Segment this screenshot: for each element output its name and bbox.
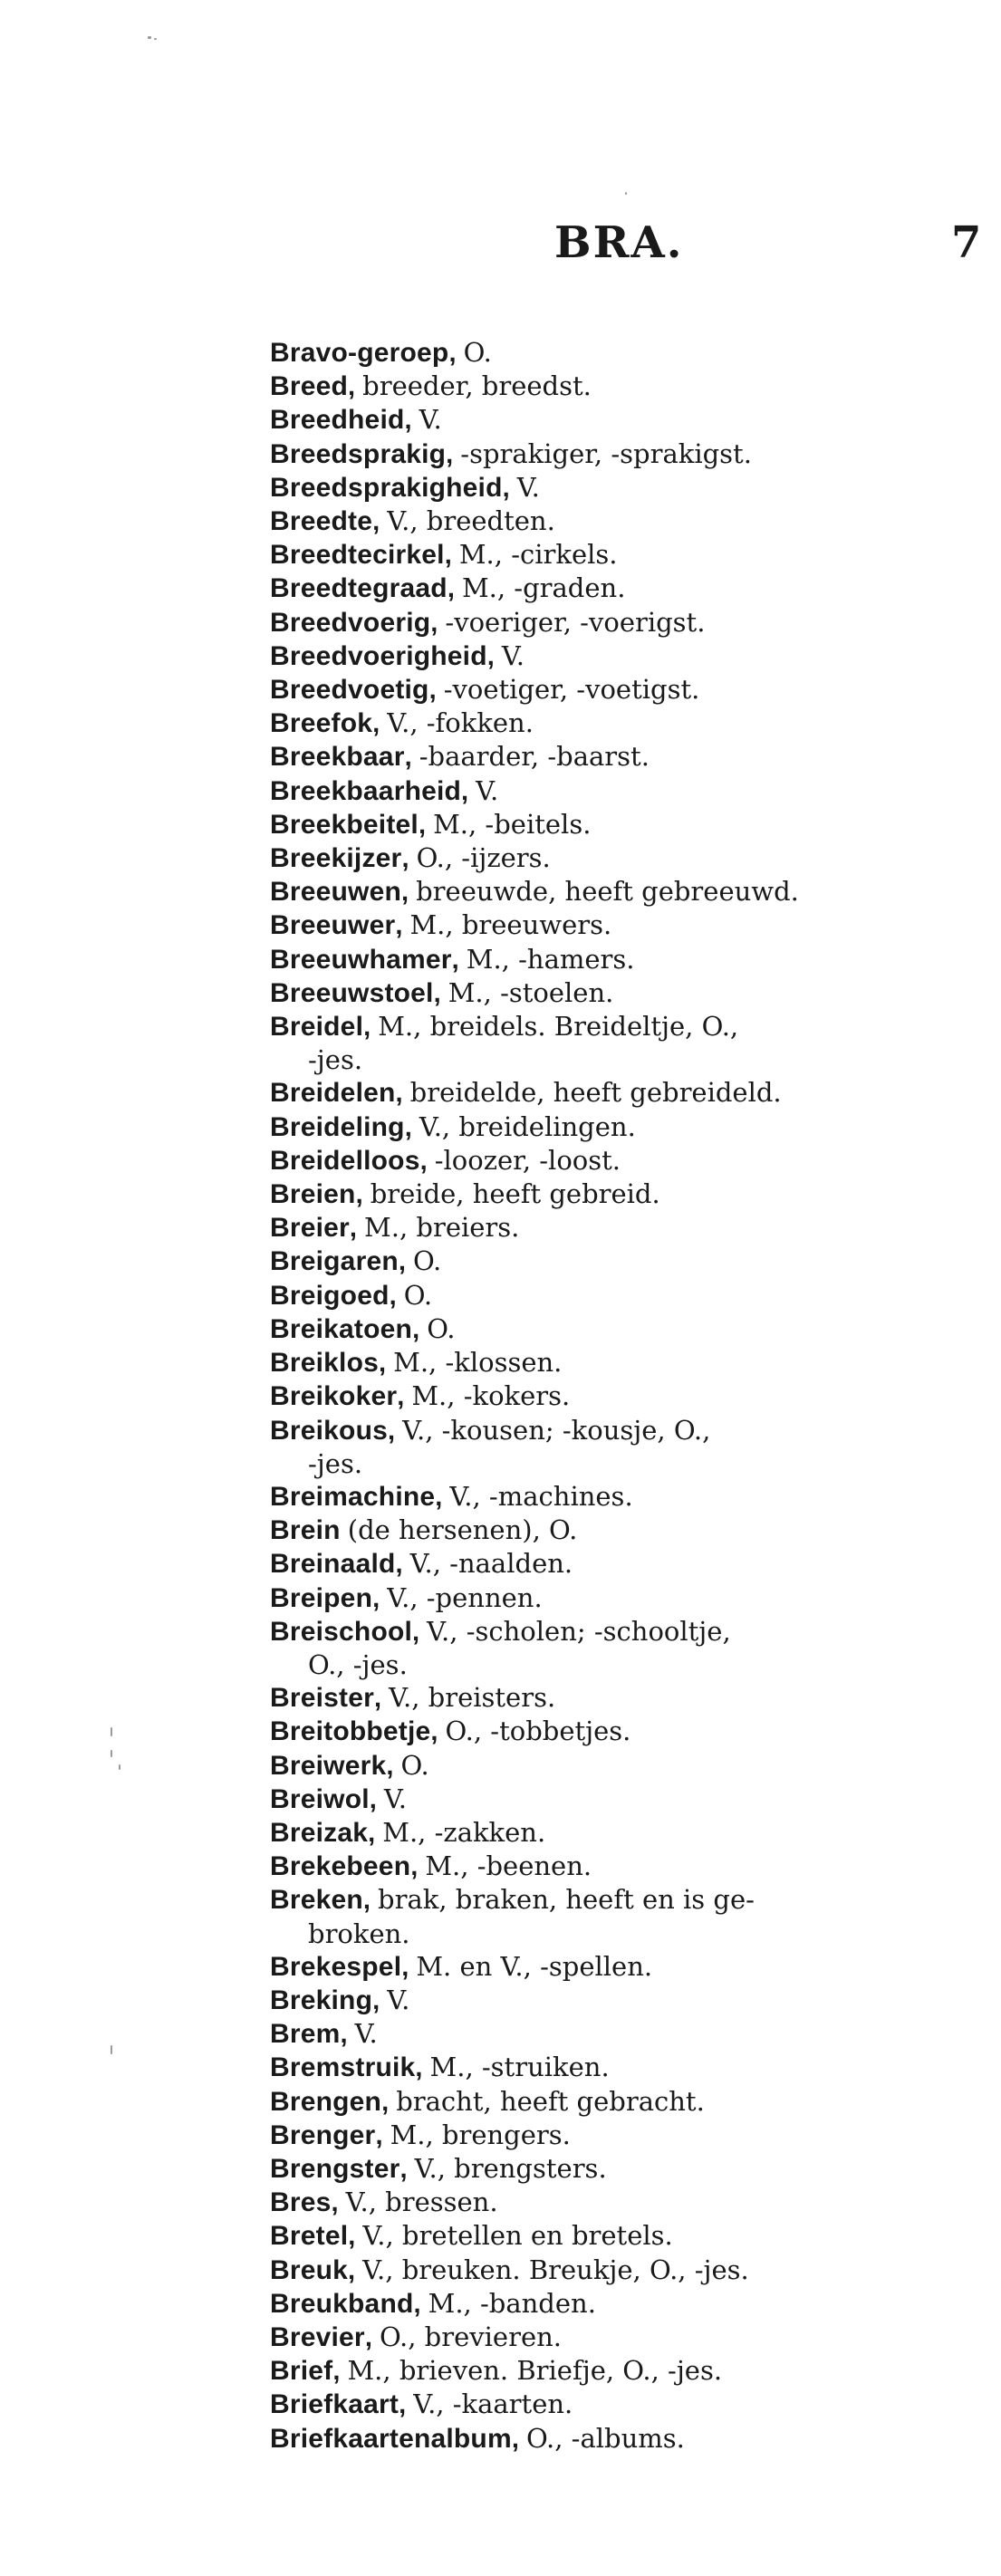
entry-inflection: M., breiers. (364, 1212, 520, 1244)
entry-separator: , (448, 339, 464, 368)
dictionary-entry (270, 1279, 986, 1312)
entry-inflection: O. (400, 1749, 429, 1781)
entry-separator: , (404, 1112, 419, 1142)
dictionary-entry (270, 976, 986, 1010)
entry-inflection: V., breisters. (389, 1682, 556, 1714)
entry-headword: Breedtegraad (270, 573, 448, 604)
entry-separator: , (419, 1146, 435, 1176)
dictionary-entry (270, 1346, 986, 1379)
dictionary-entry (270, 1950, 986, 1984)
dictionary-entry (270, 1850, 986, 1883)
entry-headword: Breier (270, 1213, 350, 1244)
entry-inflection: O. (403, 1279, 433, 1311)
entry-inflection: V., brengsters. (414, 2152, 607, 2184)
dictionary-entry (270, 1211, 986, 1245)
dictionary-entry (270, 1144, 986, 1177)
entry-separator: , (433, 978, 448, 1008)
dictionary-entry (270, 370, 986, 403)
entry-inflection: V., -scholen; -schooltje, (427, 1615, 731, 1647)
entry-continuation: -jes. (308, 1447, 363, 1479)
dictionary-entry (270, 639, 986, 673)
entry-inflection: breidelde, heeft gebreideld. (409, 1077, 782, 1109)
dictionary-entry (270, 1816, 986, 1850)
dictionary-entry (270, 538, 986, 572)
entry-headword: Bremstruik (270, 2052, 416, 2083)
entry-inflection: O. (427, 1312, 456, 1344)
dictionary-entry (270, 808, 986, 841)
entry-headword: Breeuwer (270, 910, 396, 941)
dictionary-entry (270, 2388, 986, 2421)
entry-inflection: M., breidels. Breideltje, O., (378, 1011, 739, 1043)
entry-inflection: V., bretellen en bretels. (362, 2220, 673, 2252)
dictionary-entry (270, 1414, 986, 1480)
entry-separator: , (404, 406, 419, 436)
entry-separator: , (451, 945, 467, 975)
entry-separator: , (415, 2053, 430, 2083)
entry-inflection: (de hersenen), O. (347, 1514, 578, 1546)
dictionary-entry (270, 1984, 986, 2017)
entry-headword: Breedvoerigheid (270, 640, 487, 671)
dictionary-entry (270, 2287, 986, 2321)
entry-headword: Breikatoen (270, 1313, 413, 1344)
entry-separator: , (401, 1952, 417, 1982)
entry-headword: Breeuwen (270, 877, 401, 908)
entry-headword: Breekbaarheid (270, 775, 462, 806)
entry-separator: , (400, 878, 417, 908)
entry-inflection: -sprakiger, -sprakigst. (460, 437, 752, 469)
entry-inflection: M., -kokers. (411, 1380, 571, 1412)
entry-separator: , (348, 2222, 363, 2252)
entry-headword: Brief (270, 2356, 333, 2387)
scan-speck (148, 36, 151, 39)
entry-headword: Brekebeen (270, 1851, 411, 1882)
entry-inflection: O. (463, 337, 492, 368)
entry-inflection: V., -pennen. (387, 1581, 543, 1613)
entry-separator: , (435, 1482, 450, 1512)
entry-inflection: V., bressen. (345, 2187, 498, 2218)
entry-separator: , (386, 1751, 401, 1781)
entry-headword: Breekbaar (270, 742, 405, 773)
entry-separator: , (372, 507, 388, 537)
entry-separator: , (502, 473, 517, 503)
entry-separator: , (395, 911, 410, 941)
entry-inflection: M., -graden. (461, 572, 626, 604)
entry-headword: Breekbeitel (270, 809, 419, 840)
entry-separator: , (372, 1583, 388, 1613)
entry-inflection: O. (412, 1245, 442, 1277)
entry-inflection: V., -kousen; -kousje, O., (402, 1414, 711, 1446)
entry-separator: , (389, 1281, 404, 1311)
entry-headword: Breigoed (270, 1280, 390, 1311)
dictionary-entry (270, 908, 986, 942)
entry-separator: , (399, 2390, 414, 2420)
dictionary-entry (270, 1312, 986, 1346)
dictionary-entry-list (270, 336, 986, 2456)
entry-separator: , (363, 1013, 379, 1043)
entry-separator: , (430, 608, 446, 638)
entry-inflection: M., -hamers. (466, 943, 635, 975)
entry-separator: , (331, 2188, 346, 2218)
dictionary-entry (270, 706, 986, 740)
entry-inflection: V., breuken. Breukje, O., -jes. (362, 2254, 749, 2285)
dictionary-entry (270, 2085, 986, 2119)
entry-separator: , (362, 1886, 379, 1916)
entry-headword: Breedte (270, 506, 373, 537)
entry-inflection: M., -banden. (428, 2287, 596, 2319)
entry-headword: Breiwerk (270, 1750, 387, 1781)
dictionary-entry (270, 1547, 986, 1581)
entry-headword: Brekespel (270, 1951, 402, 1982)
entry-headword: Breking (270, 1985, 373, 2015)
entry-headword: Breideling (270, 1111, 405, 1142)
entry-separator: , (379, 1349, 394, 1379)
dictionary-entry (270, 403, 986, 437)
entry-inflection: -voetiger, -voetigst. (443, 674, 700, 706)
scan-speck (625, 192, 627, 195)
dictionary-entry (270, 1581, 986, 1615)
entry-inflection: breeuwde, heeft gebreeuwd. (416, 876, 799, 908)
entry-headword: Breuk (270, 2254, 349, 2285)
dictionary-entry (270, 505, 986, 538)
entry-inflection: V., -machines. (449, 1480, 633, 1512)
entry-headword: Breidelloos (270, 1145, 420, 1176)
scan-speck (111, 2045, 112, 2054)
entry-headword: Breikous (270, 1415, 388, 1446)
dictionary-entry (270, 1749, 986, 1783)
entry-separator: , (348, 2255, 363, 2285)
scan-speck (111, 1727, 112, 1736)
entry-separator: , (349, 1214, 365, 1244)
entry-headword: Breedsprakigheid (270, 472, 503, 503)
entry-headword: Breizak (270, 1817, 369, 1848)
entry-headword: Breefok (270, 708, 373, 739)
entry-inflection: M., -beenen. (425, 1850, 592, 1882)
entry-separator: , (381, 2087, 397, 2117)
entry-separator: , (374, 1684, 390, 1714)
scan-speck (154, 38, 157, 40)
entry-separator: , (332, 2357, 348, 2387)
entry-headword: Breischool (270, 1616, 413, 1647)
dictionary-entry (270, 2186, 986, 2219)
dictionary-entry (270, 1615, 986, 1681)
dictionary-entry (270, 2119, 986, 2152)
entry-inflection: breide, heeft gebreid. (370, 1178, 660, 1210)
entry-headword: Breinaald (270, 1549, 396, 1580)
entry-headword: Breimachine (270, 1481, 436, 1512)
entry-inflection: -baarder, -baarst. (419, 741, 650, 773)
entry-inflection: V. (387, 1984, 410, 2015)
entry-inflection: breeder, breedst. (362, 370, 592, 402)
entry-headword: Breiwol (270, 1783, 370, 1814)
dictionary-entry (270, 2422, 986, 2456)
entry-inflection: O., -tobbetjes. (445, 1716, 631, 1747)
dictionary-entry (270, 841, 986, 875)
entry-separator: , (364, 2322, 380, 2352)
entry-separator: , (486, 641, 502, 671)
entry-headword: Bravo-geroep (270, 338, 449, 368)
entry-headword: Breitobbetje (270, 1716, 431, 1747)
entry-inflection: V., breidelingen. (419, 1110, 636, 1142)
entry-continuation: broken. (308, 1918, 410, 1949)
entry-separator: , (397, 1382, 412, 1412)
entry-inflection: V. (383, 1783, 407, 1814)
entry-headword: Briefkaartenalbum (270, 2423, 512, 2454)
entry-inflection: M., -zakken. (382, 1816, 546, 1848)
entry-inflection: M., breeuwers. (409, 909, 612, 941)
entry-inflection: V., -kaarten. (413, 2389, 573, 2420)
dictionary-entry (270, 2051, 986, 2084)
dictionary-entry (270, 1010, 986, 1076)
entry-headword: Breed (270, 371, 349, 402)
entry-headword: Breeuwstoel (270, 977, 434, 1008)
entry-headword: Breikoker (270, 1381, 398, 1412)
entry-inflection: brak, braken, heeft en is ge- (378, 1884, 755, 1916)
page-header (0, 216, 1001, 288)
dictionary-entry (270, 606, 986, 639)
entry-inflection: V., -naalden. (409, 1548, 573, 1580)
entry-inflection: M., -klossen. (393, 1347, 563, 1379)
entry-headword: Breekijzer (270, 843, 402, 874)
entry-continuation: -jes. (308, 1044, 363, 1076)
dictionary-entry (270, 740, 986, 774)
dictionary-entry (270, 2152, 986, 2186)
entry-inflection: V. (501, 639, 525, 671)
entry-continuation: O., -jes. (308, 1648, 408, 1680)
entry-headword: Breedtecirkel (270, 540, 445, 571)
entry-inflection: M., -struiken. (429, 2052, 610, 2083)
entry-headword: Bretel (270, 2221, 349, 2252)
entry-separator: , (369, 1784, 384, 1814)
entry-headword: Breiklos (270, 1348, 379, 1379)
entry-separator: , (395, 1079, 410, 1109)
entry-separator: , (404, 743, 419, 773)
dictionary-entry (270, 1480, 986, 1514)
dictionary-entry (270, 875, 986, 908)
entry-headword: Briefkaart (270, 2389, 399, 2420)
entry-inflection: M., -beitels. (433, 808, 592, 840)
dictionary-entry (270, 1245, 986, 1278)
entry-separator: , (372, 709, 388, 739)
entry-separator: , (444, 541, 459, 571)
entry-separator: , (447, 574, 462, 604)
entry-headword: Breedvoetig (270, 675, 429, 706)
entry-separator: , (461, 776, 476, 806)
dictionary-entry (270, 1379, 986, 1413)
entry-separator: , (387, 1416, 403, 1446)
entry-inflection: M., brieven. Briefje, O., -jes. (347, 2355, 723, 2387)
entry-headword: Brengen (270, 2086, 382, 2117)
entry-separator: , (395, 1550, 410, 1580)
dictionary-entry (270, 1681, 986, 1715)
entry-inflection: V., breedten. (387, 505, 555, 537)
entry-inflection: M. en V., -spellen. (416, 1950, 653, 1982)
dictionary-entry (270, 943, 986, 976)
entry-separator (341, 1516, 348, 1545)
running-head: BRA. (554, 217, 684, 268)
entry-headword: Breedvoerig (270, 607, 431, 638)
dictionary-entry (270, 572, 986, 605)
dictionary-entry (270, 2219, 986, 2253)
entry-separator: , (399, 2154, 415, 2184)
entry-inflection: O., -ijzers. (416, 842, 551, 874)
scan-speck (119, 1764, 120, 1770)
entry-separator: , (340, 2020, 355, 2050)
entry-headword: Brengster (270, 2153, 400, 2184)
scan-speck (111, 1750, 112, 1757)
entry-separator: , (511, 2424, 526, 2454)
dictionary-entry (270, 1076, 986, 1110)
dictionary-entry (270, 2354, 986, 2388)
entry-separator: , (368, 1818, 383, 1848)
entry-inflection: O., brevieren. (379, 2321, 562, 2352)
entry-headword: Bres (270, 2187, 332, 2218)
entry-headword: Breeuwhamer (270, 944, 452, 975)
entry-inflection: V. (516, 471, 540, 503)
dictionary-entry (270, 1783, 986, 1816)
entry-inflection: M., brengers. (390, 2119, 571, 2150)
entry-separator: , (372, 1985, 388, 2015)
dictionary-entry (270, 1514, 986, 1547)
entry-inflection: O., -albums. (525, 2422, 685, 2454)
entry-headword: Breedheid (270, 405, 405, 436)
entry-inflection: V. (354, 2018, 378, 2050)
entry-separator: , (430, 1717, 446, 1747)
entry-separator: , (398, 1247, 413, 1277)
dictionary-entry (270, 1883, 986, 1949)
entry-separator: , (355, 1180, 371, 1210)
dictionary-entry (270, 471, 986, 505)
entry-inflection: V. (476, 774, 499, 806)
entry-inflection: -loozer, -loost. (434, 1144, 621, 1176)
entry-separator: , (401, 844, 417, 874)
dictionary-entry (270, 437, 986, 471)
entry-headword: Breien (270, 1179, 356, 1210)
entry-separator: , (446, 439, 461, 469)
entry-headword: Breipen (270, 1582, 373, 1613)
dictionary-entry (270, 2321, 986, 2354)
entry-inflection: M., -stoelen. (448, 976, 614, 1008)
entry-headword: Breister (270, 1683, 374, 1714)
entry-separator: , (412, 1314, 428, 1344)
entry-separator: , (428, 676, 444, 706)
entry-headword: Breigaren (270, 1246, 399, 1277)
dictionary-entry (270, 1715, 986, 1748)
dictionary-entry (270, 2017, 986, 2051)
entry-headword: Breedsprakig (270, 438, 447, 469)
entry-headword: Breidel (270, 1012, 364, 1043)
entry-headword: Brem (270, 2019, 341, 2050)
dictionary-entry (270, 774, 986, 808)
dictionary-entry (270, 1110, 986, 1144)
entry-headword: Breidelen (270, 1078, 396, 1109)
entry-separator: , (413, 2289, 428, 2319)
dictionary-entry (270, 336, 986, 370)
entry-separator: , (348, 372, 363, 402)
dictionary-entry (270, 1177, 986, 1211)
entry-headword: Breken (270, 1885, 363, 1916)
entry-inflection: V., -fokken. (387, 707, 534, 739)
entry-headword: Brenger (270, 2119, 376, 2150)
entry-inflection: M., -cirkels. (458, 539, 618, 571)
entry-headword: Breukband (270, 2288, 414, 2319)
entry-separator: , (410, 1852, 426, 1882)
dictionary-entry (270, 673, 986, 706)
entry-inflection: V. (419, 404, 442, 436)
entry-headword: Brevier (270, 2321, 365, 2352)
entry-separator: , (412, 1617, 428, 1647)
entry-separator: , (375, 2120, 390, 2150)
dictionary-entry (270, 2254, 986, 2287)
entry-inflection: bracht, heeft gebracht. (396, 2085, 705, 2117)
entry-separator: , (418, 810, 434, 840)
page-number: 7 (951, 217, 982, 268)
entry-inflection: -voeriger, -voerigst. (445, 606, 706, 638)
entry-headword: Brein (270, 1515, 341, 1546)
